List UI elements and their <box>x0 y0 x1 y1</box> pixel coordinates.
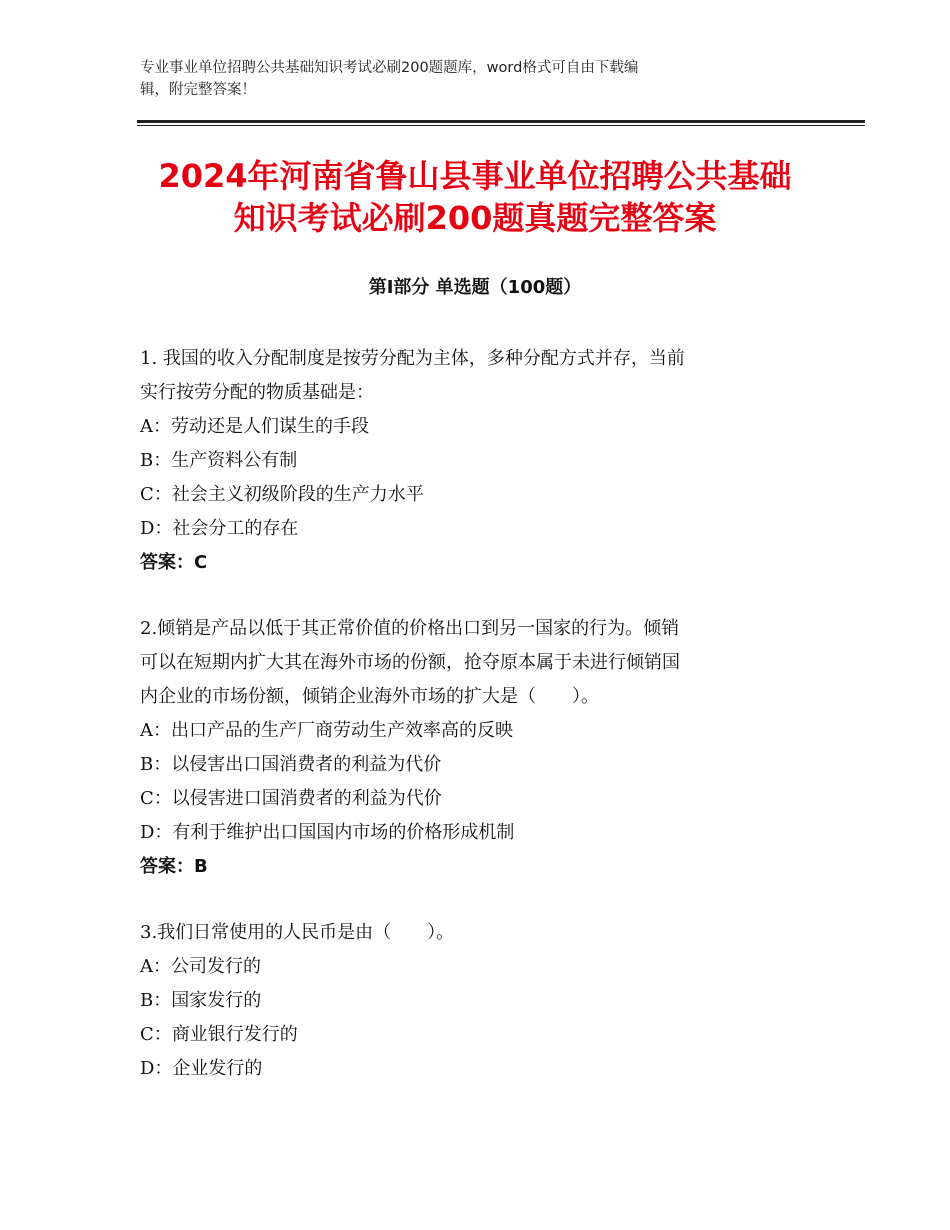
question-2 <box>140 612 812 884</box>
question-stem-line: 2.倾销是产品以低于其正常价值的价格出口到另一国家的行为。倾销 <box>140 618 680 639</box>
header-note-line-1: 专业事业单位招聘公共基础知识考试必刷200题题库，word格式可自由下载编 <box>140 60 639 76</box>
question-stem-line: 1. 我国的收入分配制度是按劳分配为主体，多种分配方式并存，当前 <box>140 348 685 369</box>
question-1 <box>140 342 812 580</box>
header-note <box>140 57 800 101</box>
option-d: D：社会分工的存在 <box>140 518 299 539</box>
option-b: B：生产资料公有制 <box>140 450 298 471</box>
question-stem-line: 实行按劳分配的物质基础是： <box>140 382 374 403</box>
answer: 答案：C <box>140 552 208 573</box>
option-a: A：劳动还是人们谋生的手段 <box>140 416 369 437</box>
option-d: D：有利于维护出口国国内市场的价格形成机制 <box>140 822 515 843</box>
option-b: B：国家发行的 <box>140 990 262 1011</box>
document-title-line-1: 2024年河南省鲁山县事业单位招聘公共基础 <box>158 157 792 195</box>
question-3 <box>140 916 812 1086</box>
header-divider-thick <box>137 120 865 123</box>
question-stem-line: 可以在短期内扩大其在海外市场的份额，抢夺原本属于未进行倾销国 <box>140 652 680 673</box>
option-b: B：以侵害出口国消费者的利益为代价 <box>140 754 442 775</box>
option-a: A：公司发行的 <box>140 956 261 977</box>
option-c: C：商业银行发行的 <box>140 1024 298 1045</box>
option-c: C：社会主义初级阶段的生产力水平 <box>140 484 424 505</box>
answer: 答案：B <box>140 856 208 877</box>
question-stem-line: 3.我们日常使用的人民币是由（ ）。 <box>140 922 455 943</box>
document-title-line-2: 知识考试必刷200题真题完整答案 <box>233 199 717 237</box>
section-title: 第Ⅰ部分 单选题（100题） <box>368 277 582 298</box>
document-title <box>100 155 850 239</box>
option-c: C：以侵害进口国消费者的利益为代价 <box>140 788 442 809</box>
header-divider-thin <box>137 125 865 126</box>
option-a: A：出口产品的生产厂商劳动生产效率高的反映 <box>140 720 513 741</box>
question-stem-line: 内企业的市场份额，倾销企业海外市场的扩大是（ ）。 <box>140 686 599 707</box>
option-d: D：企业发行的 <box>140 1058 263 1079</box>
header-note-line-2: 辑，附完整答案！ <box>140 82 256 98</box>
question-list <box>140 342 812 1118</box>
